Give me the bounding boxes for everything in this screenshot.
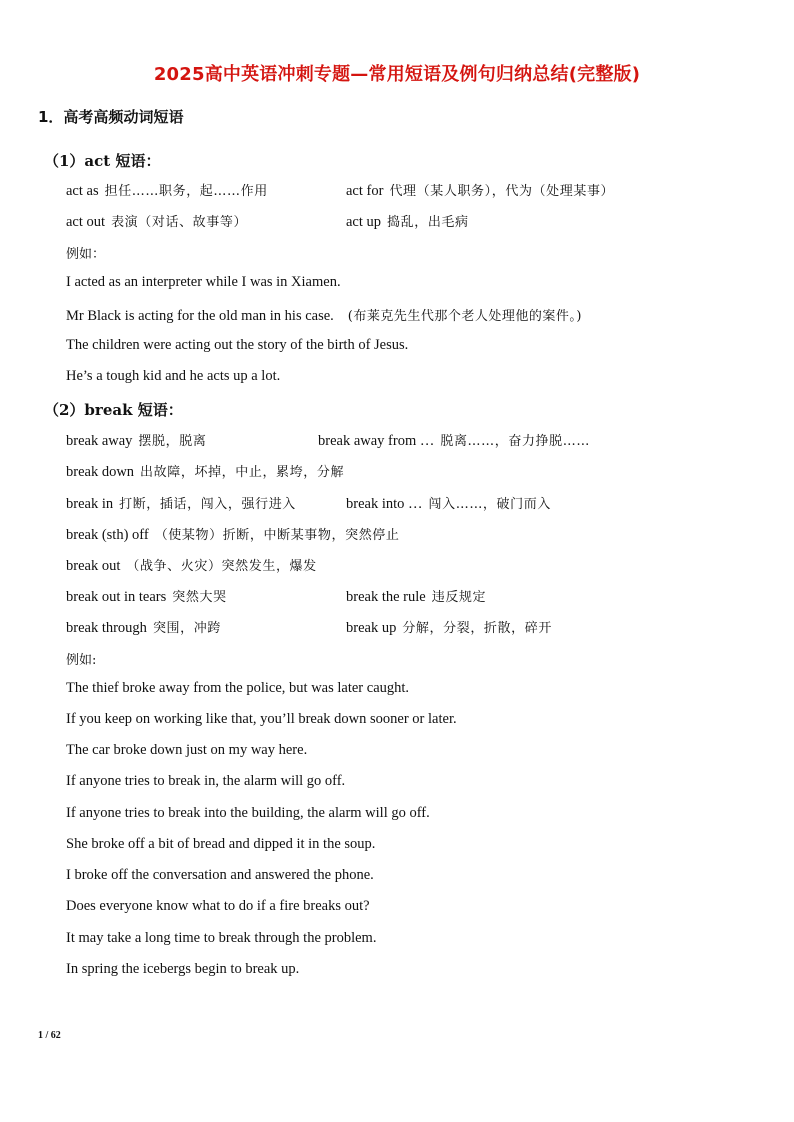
phrase-en: break up — [346, 620, 397, 636]
phrase-en: act out — [66, 214, 106, 230]
phrase-cn: 摆脱，脱离 — [138, 434, 207, 449]
phrase-en: act for — [346, 183, 384, 199]
example-sentence: The thief broke away from the police, but was later caught. — [66, 680, 410, 696]
phrase-en: break down — [66, 464, 135, 480]
example-translation: (布莱克先生代那个老人处理他的案件。) — [347, 309, 582, 324]
phrase-cn: 脱离……，奋力挣脱…… — [440, 434, 590, 449]
phrase-en: break in — [66, 496, 114, 512]
phrase-row — [346, 211, 469, 231]
phrase-row — [66, 461, 344, 481]
phrase-cn: 打断，插话，闯入，强行进入 — [119, 497, 296, 512]
phrase-cn: （使某物）折断，中断某事物，突然停止 — [154, 528, 400, 543]
phrase-cn: （战争、火灾）突然发生，爆发 — [126, 559, 317, 574]
example-sentence: He’s a tough kid and he acts up a lot. — [66, 368, 281, 384]
phrase-en: act as — [66, 183, 99, 199]
phrase-en: break the rule — [346, 589, 426, 605]
example-sentence: I acted as an interpreter while I was in Xiamen. — [66, 274, 341, 290]
phrase-en: break through — [66, 620, 147, 636]
phrase-cn: 担任……职务，起……作用 — [104, 184, 268, 199]
example-label: 例如： — [66, 247, 106, 262]
phrase-row — [346, 617, 552, 637]
phrase-cn: 突然大哭 — [172, 590, 227, 605]
phrase-cn: 代理（某人职务），代为（处理某事） — [389, 184, 615, 199]
phrase-cn: 分解，分裂，折散，碎开 — [402, 621, 552, 636]
page-title: 2025高中英语冲刺专题—常用短语及例句归纳总结(完整版) — [153, 64, 641, 85]
example-sentence: It may take a long time to break through the problem. — [66, 930, 377, 946]
phrase-row — [318, 430, 590, 450]
phrase-row — [66, 524, 400, 544]
phrase-row — [66, 617, 221, 637]
phrase-row — [346, 586, 486, 606]
example-sentence: If anyone tries to break into the building, the alarm will go off. — [66, 805, 430, 821]
phrase-cn: 闯入……，破门而入 — [428, 497, 551, 512]
phrase-row — [66, 586, 227, 606]
phrase-cn: 表演（对话、故事等） — [111, 215, 248, 230]
example-sentence: If you keep on working like that, you’ll break down sooner or later. — [66, 711, 457, 727]
phrase-en: break into … — [346, 496, 423, 512]
phrase-en: break out — [66, 558, 121, 574]
example-label: 例如: — [66, 653, 97, 668]
example-sentence: She broke off a bit of bread and dipped it in the soup. — [66, 836, 376, 852]
example-sentence: I broke off the conversation and answered the phone. — [66, 867, 374, 883]
phrase-en: break out in tears — [66, 589, 167, 605]
page-number: 1 / 62 — [38, 1030, 61, 1041]
section-heading: 1．高考高频动词短语 — [38, 108, 184, 126]
act-heading: （1）act 短语： — [44, 152, 161, 170]
break-heading: （2）break 短语： — [44, 401, 183, 419]
phrase-cn: 出故障，坏掉，中止，累垮，分解 — [140, 465, 345, 480]
phrase-en: break (sth) off — [66, 527, 149, 543]
example-sentence: Does everyone know what to do if a fire breaks out? — [66, 898, 370, 914]
phrase-row — [346, 493, 551, 513]
example-sentence: The car broke down just on my way here. — [66, 742, 308, 758]
phrase-en: break away from … — [318, 433, 435, 449]
example-sentence: Mr Black is acting for the old man in his case. (布莱克先生代那个老人处理他的案件。) — [66, 308, 582, 324]
phrase-row — [346, 180, 614, 200]
phrase-cn: 突围，冲跨 — [152, 621, 221, 636]
phrase-row — [66, 430, 206, 450]
phrase-en: break away — [66, 433, 133, 449]
phrase-en: act up — [346, 214, 382, 230]
example-sentence: The children were acting out the story of the birth of Jesus. — [66, 337, 409, 353]
phrase-row — [66, 493, 296, 513]
example-sentence: In spring the icebergs begin to break up. — [66, 961, 300, 977]
phrase-cn: 捣乱，出毛病 — [387, 215, 469, 230]
phrase-row — [66, 180, 268, 200]
example-sentence: If anyone tries to break in, the alarm will go off. — [66, 773, 346, 789]
phrase-row — [66, 555, 317, 575]
phrase-row — [66, 211, 247, 231]
phrase-cn: 违反规定 — [431, 590, 487, 605]
